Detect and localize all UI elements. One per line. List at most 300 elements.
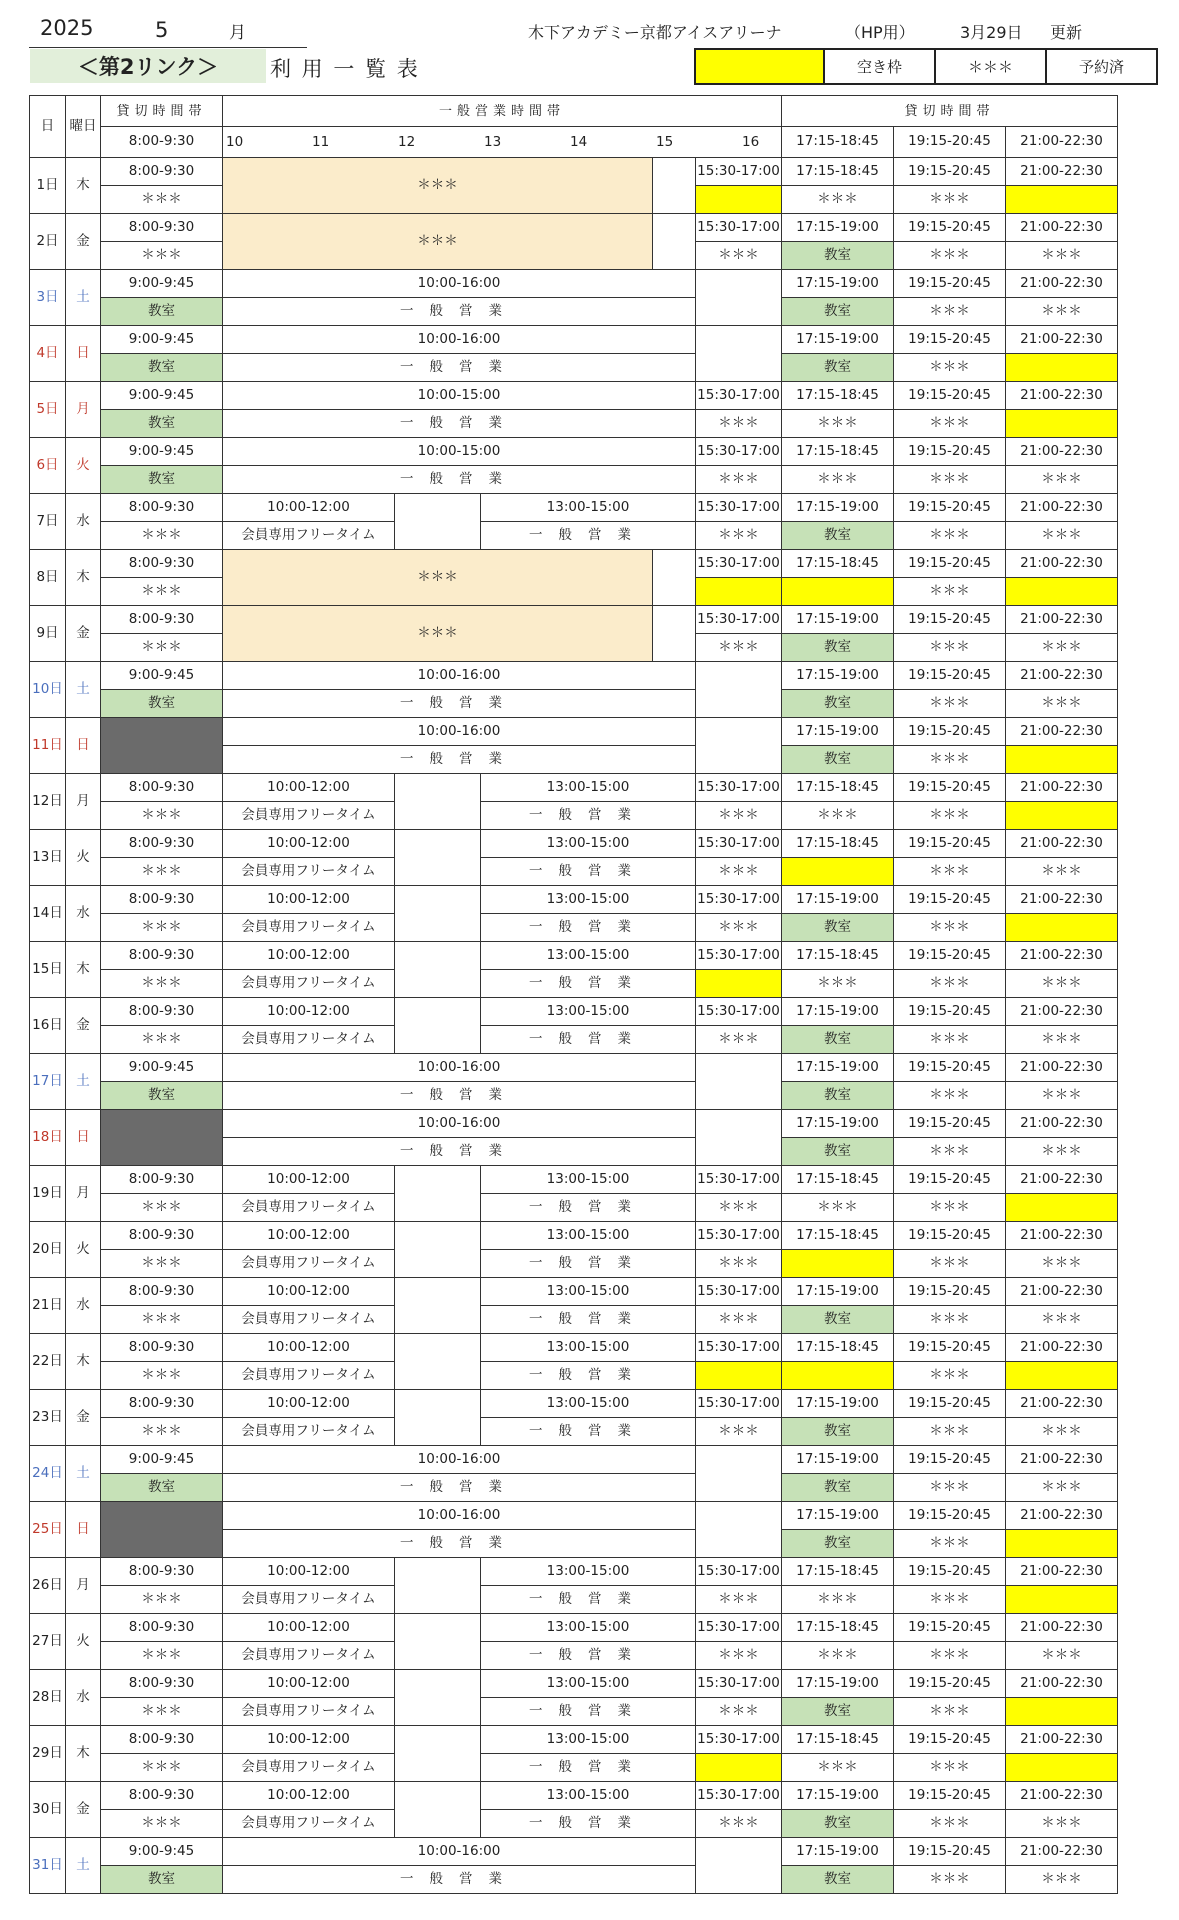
general-label: 一般営業	[223, 1474, 696, 1502]
evening-slot-status: ＊＊＊	[696, 1698, 782, 1726]
table-row	[30, 942, 1118, 970]
general-label: 一般営業	[223, 298, 696, 326]
pm-slot-time-3: 21:00-22:30	[1006, 886, 1118, 914]
pm-slot-time-1: 17:15-19:00	[782, 606, 894, 634]
pm-slot-status-1: 教室	[782, 690, 894, 718]
pm-slot-status-1: ＊＊＊	[782, 1194, 894, 1222]
pm-slot-time-2: 19:15-20:45	[894, 1838, 1006, 1866]
general-label: 一般営業	[223, 690, 696, 718]
weekday-cell: 木	[66, 1334, 101, 1390]
pm-slot-time-2: 19:15-20:45	[894, 942, 1006, 970]
am-slot-status: 教室	[101, 1082, 223, 1110]
evening-slot-time: 15:30-17:00	[696, 998, 782, 1026]
pm-slot-time-2: 19:15-20:45	[894, 1110, 1006, 1138]
day-cell: 13日	[30, 830, 66, 886]
gap-cell	[395, 1614, 481, 1670]
day-cell: 1日	[30, 158, 66, 214]
day-cell: 10日	[30, 662, 66, 718]
pm-slot-status-3	[1006, 1362, 1118, 1390]
pm-slot-status-2: ＊＊＊	[894, 1138, 1006, 1166]
table-row	[30, 1278, 1118, 1306]
table-row	[30, 1782, 1118, 1810]
pm-slot-status-1: 教室	[782, 1418, 894, 1446]
weekday-cell: 水	[66, 886, 101, 942]
pm-slot-status-3	[1006, 1194, 1118, 1222]
evening-slot-status: ＊＊＊	[696, 802, 782, 830]
pm-slot-status-1: 教室	[782, 242, 894, 270]
day-cell: 3日	[30, 270, 66, 326]
pm-slot-time-2: 19:15-20:45	[894, 1558, 1006, 1586]
pm-slot-time-2: 19:15-20:45	[894, 158, 1006, 186]
table-row	[30, 214, 1118, 242]
pm-slot-status-3: ＊＊＊	[1006, 1866, 1118, 1894]
pm-slot-status-3	[1006, 914, 1118, 942]
pm-slot-status-2: ＊＊＊	[894, 914, 1006, 942]
general-label: 一般営業	[481, 1698, 696, 1726]
pm-slot-time-1: 17:15-18:45	[782, 1726, 894, 1754]
pm-slot-status-2: ＊＊＊	[894, 1026, 1006, 1054]
pm-slot-time-1: 17:15-18:45	[782, 438, 894, 466]
day-cell: 27日	[30, 1614, 66, 1670]
weekday-cell: 火	[66, 1222, 101, 1278]
am-slot-status: ＊＊＊	[101, 1026, 223, 1054]
pm-slot-status-2: ＊＊＊	[894, 1250, 1006, 1278]
am-slot-time: 9:00-9:45	[101, 1838, 223, 1866]
evening-slot-time: 15:30-17:00	[696, 774, 782, 802]
am-slot-time: 8:00-9:30	[101, 158, 223, 186]
table-row-sub	[30, 1642, 1118, 1670]
weekday-cell: 月	[66, 774, 101, 830]
table-row-sub	[30, 1586, 1118, 1614]
pm-slot-status-3	[1006, 354, 1118, 382]
pm-slot-time-3: 21:00-22:30	[1006, 270, 1118, 298]
member-label: 会員専用フリータイム	[223, 1698, 395, 1726]
pm-slot-time-1: 17:15-19:00	[782, 1838, 894, 1866]
day-cell: 11日	[30, 718, 66, 774]
gap-cell	[696, 1838, 782, 1894]
pm-slot-status-3: ＊＊＊	[1006, 1306, 1118, 1334]
am-slot-status: ＊＊＊	[101, 1194, 223, 1222]
gap-cell	[395, 1390, 481, 1446]
general-label: 一般営業	[223, 354, 696, 382]
pm-slot-time-2: 19:15-20:45	[894, 1782, 1006, 1810]
pm-slot-time-3: 21:00-22:30	[1006, 1558, 1118, 1586]
general-label: 一般営業	[223, 466, 696, 494]
day-cell: 9日	[30, 606, 66, 662]
pm-slot-time-2: 19:15-20:45	[894, 1446, 1006, 1474]
schedule-table	[29, 95, 1118, 1894]
gap-cell	[696, 1502, 782, 1558]
pm-slot-status-3: ＊＊＊	[1006, 1082, 1118, 1110]
member-label: 会員専用フリータイム	[223, 970, 395, 998]
member-label: 会員専用フリータイム	[223, 858, 395, 886]
am-slot-status: 教室	[101, 1474, 223, 1502]
pm-slot-time-3: 21:00-22:30	[1006, 1334, 1118, 1362]
pm-slot-status-3	[1006, 1586, 1118, 1614]
header-day: 日	[30, 96, 66, 158]
pm-slot-status-3: ＊＊＊	[1006, 1810, 1118, 1838]
pm-slot-time-1: 17:15-18:45	[782, 550, 894, 578]
am-slot-time: 8:00-9:30	[101, 886, 223, 914]
am-slot-time: 8:00-9:30	[101, 942, 223, 970]
pm-slot-time-2: 19:15-20:45	[894, 606, 1006, 634]
weekday-cell: 日	[66, 326, 101, 382]
pm-slot-status-1: 教室	[782, 1082, 894, 1110]
am-slot-status: ＊＊＊	[101, 914, 223, 942]
am-slot-status: 教室	[101, 410, 223, 438]
evening-slot-status: ＊＊＊	[696, 410, 782, 438]
pm-slot-time-3: 21:00-22:30	[1006, 1670, 1118, 1698]
am-slot-status: ＊＊＊	[101, 1642, 223, 1670]
header-kashi-pm: 貸切時間帯	[782, 96, 1118, 127]
weekday-cell: 金	[66, 998, 101, 1054]
pm-slot-status-3: ＊＊＊	[1006, 1418, 1118, 1446]
pm-slot-status-3	[1006, 1698, 1118, 1726]
weekday-cell: 土	[66, 662, 101, 718]
am-slot-time: 8:00-9:30	[101, 606, 223, 634]
table-row-sub	[30, 354, 1118, 382]
pm-slot-status-2: ＊＊＊	[894, 522, 1006, 550]
general-time: 10:00-16:00	[223, 1110, 696, 1138]
pm-slot-status-1	[782, 858, 894, 886]
general-label: 一般営業	[481, 802, 696, 830]
general-time: 13:00-15:00	[481, 942, 696, 970]
general-label: 一般営業	[481, 970, 696, 998]
pm-slot-status-1: ＊＊＊	[782, 410, 894, 438]
gap-cell	[395, 1726, 481, 1782]
pm-slot-status-2: ＊＊＊	[894, 1754, 1006, 1782]
day-cell: 16日	[30, 998, 66, 1054]
am-slot-time: 8:00-9:30	[101, 1614, 223, 1642]
weekday-cell: 金	[66, 1390, 101, 1446]
pm-slot-status-1: 教室	[782, 1026, 894, 1054]
general-time: 10:00-16:00	[223, 718, 696, 746]
weekday-cell: 火	[66, 1614, 101, 1670]
month-unit: 月	[229, 23, 246, 43]
evening-slot-status	[696, 1362, 782, 1390]
general-time: 13:00-15:00	[481, 886, 696, 914]
evening-slot-time: 15:30-17:00	[696, 886, 782, 914]
pm-slot-time-2: 19:15-20:45	[894, 382, 1006, 410]
pm-slot-time-3: 21:00-22:30	[1006, 774, 1118, 802]
pm-slot-time-3: 21:00-22:30	[1006, 606, 1118, 634]
pm-slot-time-1: 17:15-18:45	[782, 774, 894, 802]
pm-slot-status-2: ＊＊＊	[894, 970, 1006, 998]
day-cell: 24日	[30, 1446, 66, 1502]
weekday-cell: 水	[66, 1670, 101, 1726]
pm-slot-time-3: 21:00-22:30	[1006, 1166, 1118, 1194]
pm-slot-status-3	[1006, 746, 1118, 774]
weekday-cell: 木	[66, 550, 101, 606]
general-label: 一般営業	[481, 858, 696, 886]
gap-cell	[696, 270, 782, 326]
member-time: 10:00-12:00	[223, 998, 395, 1026]
am-slot-status: ＊＊＊	[101, 186, 223, 214]
header-hour-scale	[223, 127, 782, 158]
pm-slot-time-3: 21:00-22:30	[1006, 158, 1118, 186]
gap-cell	[653, 606, 696, 662]
table-row	[30, 662, 1118, 690]
pm-slot-time-2: 19:15-20:45	[894, 774, 1006, 802]
general-label: 一般営業	[481, 1754, 696, 1782]
member-label: 会員専用フリータイム	[223, 1642, 395, 1670]
gap-cell	[395, 998, 481, 1054]
day-cell: 30日	[30, 1782, 66, 1838]
evening-slot-status	[696, 578, 782, 606]
pm-slot-status-3: ＊＊＊	[1006, 1026, 1118, 1054]
general-time: 10:00-16:00	[223, 1054, 696, 1082]
day-cell: 28日	[30, 1670, 66, 1726]
gap-cell	[653, 550, 696, 606]
pm-slot-status-1: 教室	[782, 1306, 894, 1334]
legend-empty: 空き枠	[825, 50, 936, 83]
evening-slot-time: 15:30-17:00	[696, 494, 782, 522]
table-row-sub	[30, 410, 1118, 438]
am-slot-status: ＊＊＊	[101, 634, 223, 662]
table-row-sub	[30, 970, 1118, 998]
day-cell: 12日	[30, 774, 66, 830]
gap-cell	[395, 886, 481, 942]
table-row	[30, 1334, 1118, 1362]
pm-slot-status-1: ＊＊＊	[782, 1642, 894, 1670]
am-slot-time: 8:00-9:30	[101, 1334, 223, 1362]
private-block: ＊＊＊	[223, 158, 653, 214]
member-label: 会員専用フリータイム	[223, 1194, 395, 1222]
pm-slot-status-2: ＊＊＊	[894, 690, 1006, 718]
pm-slot-time-3: 21:00-22:30	[1006, 1054, 1118, 1082]
pm-slot-status-2: ＊＊＊	[894, 1418, 1006, 1446]
pm-slot-status-3: ＊＊＊	[1006, 522, 1118, 550]
table-row	[30, 1502, 1118, 1530]
member-label: 会員専用フリータイム	[223, 1418, 395, 1446]
pm-slot-status-1: 教室	[782, 1530, 894, 1558]
day-cell: 6日	[30, 438, 66, 494]
evening-slot-time: 15:30-17:00	[696, 606, 782, 634]
member-label: 会員専用フリータイム	[223, 1810, 395, 1838]
member-time: 10:00-12:00	[223, 1558, 395, 1586]
rink-title-box	[30, 49, 266, 83]
weekday-cell: 土	[66, 1054, 101, 1110]
pm-slot-status-1: 教室	[782, 746, 894, 774]
pm-slot-time-3: 21:00-22:30	[1006, 1782, 1118, 1810]
pm-slot-status-1: 教室	[782, 298, 894, 326]
pm-slot-time-2: 19:15-20:45	[894, 662, 1006, 690]
day-cell: 23日	[30, 1390, 66, 1446]
table-row	[30, 774, 1118, 802]
day-cell: 29日	[30, 1726, 66, 1782]
hp-label: （HP用）	[845, 23, 915, 42]
am-slot-time: 9:00-9:45	[101, 270, 223, 298]
pm-slot-status-1: 教室	[782, 1866, 894, 1894]
table-row	[30, 1446, 1118, 1474]
gap-cell	[696, 1110, 782, 1166]
am-slot-time: 8:00-9:30	[101, 1390, 223, 1418]
general-label: 一般営業	[481, 1026, 696, 1054]
pm-slot-time-2: 19:15-20:45	[894, 1670, 1006, 1698]
table-row-sub	[30, 1418, 1118, 1446]
am-slot-time: 8:00-9:30	[101, 1670, 223, 1698]
am-slot-time: 8:00-9:30	[101, 1782, 223, 1810]
evening-slot-status: ＊＊＊	[696, 466, 782, 494]
pm-slot-time-2: 19:15-20:45	[894, 998, 1006, 1026]
table-row-sub	[30, 1754, 1118, 1782]
pm-slot-time-1: 17:15-19:00	[782, 1054, 894, 1082]
am-slot-time: 9:00-9:45	[101, 326, 223, 354]
table-row	[30, 158, 1118, 186]
gap-cell	[395, 1278, 481, 1334]
table-row	[30, 438, 1118, 466]
table-row	[30, 1390, 1118, 1418]
evening-slot-status: ＊＊＊	[696, 1026, 782, 1054]
pm-slot-time-1: 17:15-19:00	[782, 270, 894, 298]
evening-slot-status: ＊＊＊	[696, 1194, 782, 1222]
pm-slot-status-1: ＊＊＊	[782, 466, 894, 494]
member-label: 会員専用フリータイム	[223, 1362, 395, 1390]
hour-16: 16	[742, 133, 760, 150]
am-slot-time: 8:00-9:30	[101, 1726, 223, 1754]
table-row-sub	[30, 522, 1118, 550]
table-row-sub	[30, 298, 1118, 326]
pm-slot-status-2: ＊＊＊	[894, 858, 1006, 886]
hour-11: 11	[312, 133, 330, 150]
am-slot-status: ＊＊＊	[101, 970, 223, 998]
table-row	[30, 382, 1118, 410]
evening-slot-time: 15:30-17:00	[696, 550, 782, 578]
am-slot-time: 8:00-9:30	[101, 494, 223, 522]
table-row-sub	[30, 802, 1118, 830]
gap-cell	[395, 1222, 481, 1278]
year: 2025	[40, 16, 94, 40]
weekday-cell: 木	[66, 1726, 101, 1782]
day-cell: 7日	[30, 494, 66, 550]
day-cell: 25日	[30, 1502, 66, 1558]
am-slot-status: ＊＊＊	[101, 858, 223, 886]
pm-slot-time-3: 21:00-22:30	[1006, 942, 1118, 970]
evening-slot-status: ＊＊＊	[696, 1642, 782, 1670]
pm-slot-time-1: 17:15-18:45	[782, 1166, 894, 1194]
general-label: 一般営業	[481, 914, 696, 942]
pm-slot-status-1	[782, 1250, 894, 1278]
general-time: 13:00-15:00	[481, 1782, 696, 1810]
pm-slot-status-2: ＊＊＊	[894, 578, 1006, 606]
gap-cell	[653, 158, 696, 214]
evening-slot-status	[696, 186, 782, 214]
pm-slot-time-2: 19:15-20:45	[894, 718, 1006, 746]
member-label: 会員専用フリータイム	[223, 1026, 395, 1054]
pm-slot-time-2: 19:15-20:45	[894, 438, 1006, 466]
pm-slot-time-1: 17:15-18:45	[782, 158, 894, 186]
hour-10: 10	[226, 133, 244, 150]
pm-slot-time-2: 19:15-20:45	[894, 1278, 1006, 1306]
evening-slot-status: ＊＊＊	[696, 522, 782, 550]
general-time: 13:00-15:00	[481, 1222, 696, 1250]
table-row-sub	[30, 1362, 1118, 1390]
header-am-time: 8:00-9:30	[101, 127, 223, 158]
member-time: 10:00-12:00	[223, 942, 395, 970]
pm-slot-status-2: ＊＊＊	[894, 634, 1006, 662]
doc-title: 利 用 一 覧 表	[270, 57, 420, 81]
pm-slot-status-1	[782, 578, 894, 606]
pm-slot-status-3: ＊＊＊	[1006, 1642, 1118, 1670]
pm-slot-time-1: 17:15-18:45	[782, 1614, 894, 1642]
evening-slot-time: 15:30-17:00	[696, 1166, 782, 1194]
member-time: 10:00-12:00	[223, 774, 395, 802]
pm-slot-status-1: ＊＊＊	[782, 1586, 894, 1614]
general-label: 一般営業	[481, 1194, 696, 1222]
pm-slot-status-2: ＊＊＊	[894, 1698, 1006, 1726]
table-row-sub	[30, 1306, 1118, 1334]
am-slot-time: 8:00-9:30	[101, 1558, 223, 1586]
general-time: 13:00-15:00	[481, 1390, 696, 1418]
table-row	[30, 606, 1118, 634]
am-slot-status: ＊＊＊	[101, 522, 223, 550]
gap-cell	[696, 662, 782, 718]
evening-slot-time: 15:30-17:00	[696, 1222, 782, 1250]
pm-slot-time-2: 19:15-20:45	[894, 886, 1006, 914]
evening-slot-time: 15:30-17:00	[696, 1726, 782, 1754]
pm-slot-time-3: 21:00-22:30	[1006, 1110, 1118, 1138]
pm-slot-status-2: ＊＊＊	[894, 1586, 1006, 1614]
pm-slot-status-1: 教室	[782, 914, 894, 942]
updated-date: 3月29日	[960, 23, 1023, 42]
member-time: 10:00-12:00	[223, 1278, 395, 1306]
table-row	[30, 1110, 1118, 1138]
evening-slot-status: ＊＊＊	[696, 1810, 782, 1838]
hour-15: 15	[656, 133, 674, 150]
pm-slot-status-3: ＊＊＊	[1006, 690, 1118, 718]
member-time: 10:00-12:00	[223, 1726, 395, 1754]
table-row	[30, 326, 1118, 354]
general-time: 13:00-15:00	[481, 1334, 696, 1362]
gap-cell	[696, 326, 782, 382]
pm-slot-time-3: 21:00-22:30	[1006, 998, 1118, 1026]
table-row	[30, 1558, 1118, 1586]
evening-slot-status: ＊＊＊	[696, 1586, 782, 1614]
gap-cell	[395, 1334, 481, 1390]
gap-cell	[395, 1782, 481, 1838]
header-ippan: 一般営業時間帯	[223, 96, 782, 127]
member-label: 会員専用フリータイム	[223, 914, 395, 942]
pm-slot-status-2: ＊＊＊	[894, 802, 1006, 830]
header-pm-3: 21:00-22:30	[1006, 127, 1118, 158]
pm-slot-status-2: ＊＊＊	[894, 1642, 1006, 1670]
pm-slot-status-2: ＊＊＊	[894, 1082, 1006, 1110]
table-row	[30, 998, 1118, 1026]
updated-label: 更新	[1050, 23, 1083, 42]
am-slot-status: ＊＊＊	[101, 1306, 223, 1334]
day-cell: 15日	[30, 942, 66, 998]
private-block: ＊＊＊	[223, 606, 653, 662]
weekday-cell: 金	[66, 1782, 101, 1838]
am-slot-status: 教室	[101, 354, 223, 382]
general-label: 一般営業	[223, 746, 696, 774]
pm-slot-time-1: 17:15-18:45	[782, 830, 894, 858]
pm-slot-time-1: 17:15-18:45	[782, 942, 894, 970]
pm-slot-time-2: 19:15-20:45	[894, 830, 1006, 858]
am-slot-status: ＊＊＊	[101, 1362, 223, 1390]
day-cell: 26日	[30, 1558, 66, 1614]
private-block: ＊＊＊	[223, 550, 653, 606]
gap-cell	[395, 1670, 481, 1726]
am-slot-time: 8:00-9:30	[101, 774, 223, 802]
weekday-cell: 火	[66, 830, 101, 886]
pm-slot-time-1: 17:15-19:00	[782, 662, 894, 690]
day-cell: 5日	[30, 382, 66, 438]
general-time: 13:00-15:00	[481, 998, 696, 1026]
am-slot-status: ＊＊＊	[101, 1418, 223, 1446]
table-row-sub	[30, 1810, 1118, 1838]
table-row	[30, 1726, 1118, 1754]
